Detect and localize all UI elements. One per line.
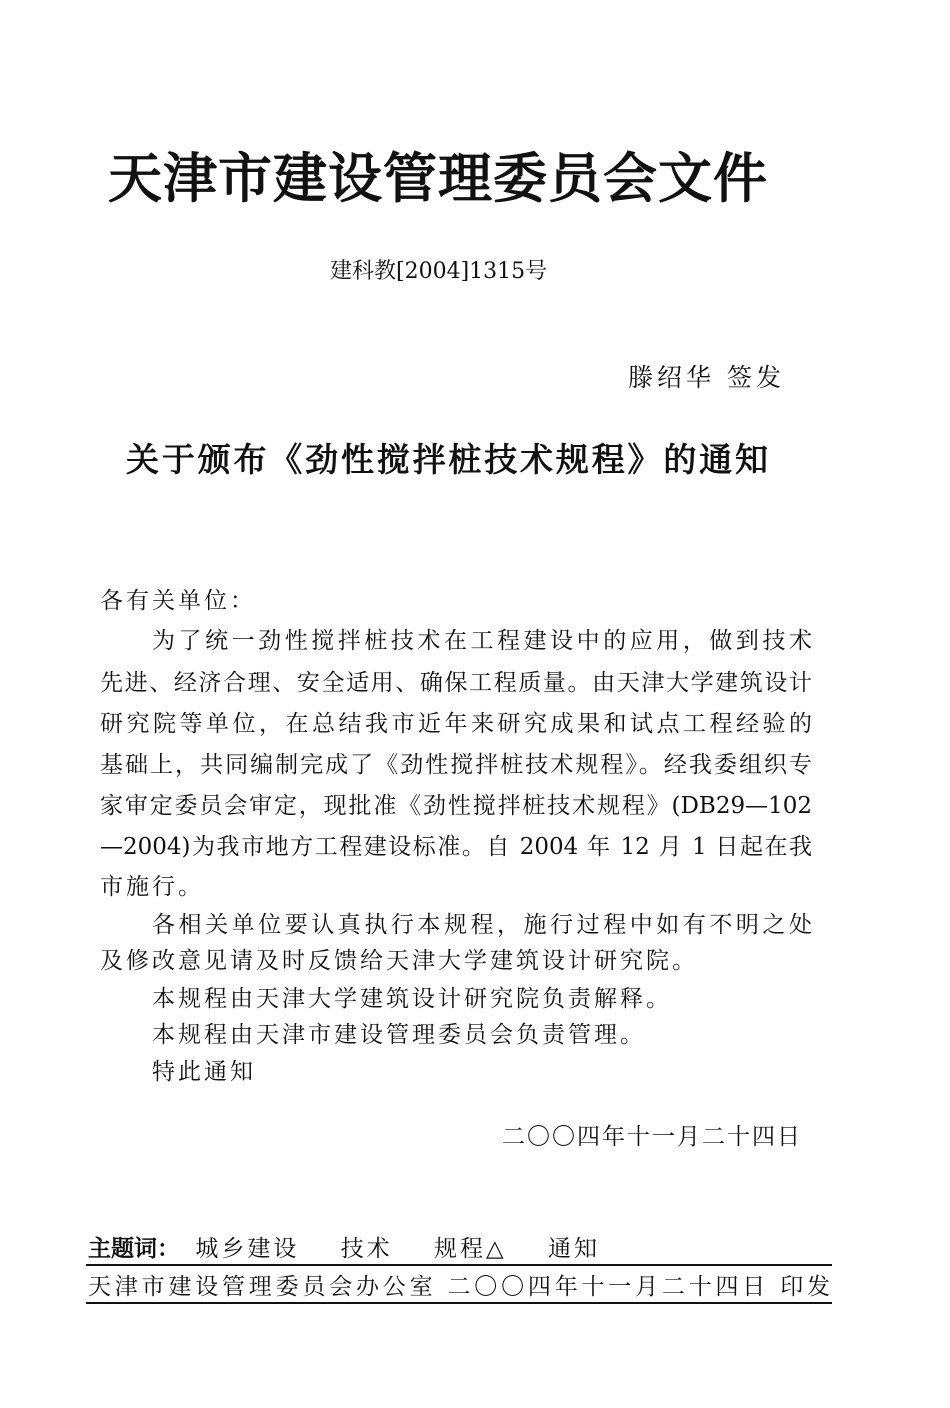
divider	[86, 1302, 832, 1304]
document-title: 天津市建设管理委员会文件	[108, 146, 768, 210]
keyword: 通知	[547, 1236, 600, 1262]
paragraph-line: 为了统一劲性搅拌桩技术在工程建设中的应用，做到技术	[152, 628, 812, 654]
keywords-label: 主题词：	[88, 1236, 180, 1262]
paragraph-line: 市施行。	[100, 874, 204, 900]
paragraph-line: 先进、经济合理、安全适用、确保工程质量。由天津大学建筑设计	[100, 670, 812, 696]
keywords-row	[88, 1230, 634, 1263]
paragraph-line: 各相关单位要认真执行本规程，施行过程中如有不明之处	[152, 912, 812, 938]
paragraph-management: 本规程由天津市建设管理委员会负责管理。	[152, 1022, 646, 1048]
salutation: 各有关单位：	[100, 588, 256, 614]
paragraph-interpretation: 本规程由天津大学建筑设计研究院负责解释。	[152, 986, 672, 1012]
paragraph-line: —2004)为我市地方工程建设标准。自 2004 年 12 月 1 日起在我	[100, 834, 812, 860]
keyword: 技术	[340, 1236, 393, 1262]
paragraph-line: 研究院等单位，在总结我市近年来研究成果和试点工程经验的	[100, 711, 812, 737]
keyword: 规程△	[433, 1236, 507, 1262]
paragraph-line: 基础上，共同编制完成了《劲性搅拌桩技术规程》。经我委组织专	[100, 752, 812, 778]
document-number: 建科教[2004]1315号	[330, 259, 548, 284]
closing: 特此通知	[152, 1059, 256, 1085]
notice-title: 关于颁布《劲性搅拌桩技术规程》的通知	[126, 440, 768, 479]
paragraph-line: 及修改意见请及时反馈给天津大学建筑设计研究院。	[100, 948, 698, 974]
paragraph-line: 家审定委员会审定，现批准《劲性搅拌桩技术规程》(DB29—102	[100, 793, 812, 819]
notice-date: 二〇〇四年十一月二十四日	[502, 1124, 802, 1150]
issuer-line: 天津市建设管理委员会办公室 二〇〇四年十一月二十四日 印发	[88, 1274, 830, 1300]
keyword: 城乡建设	[195, 1236, 300, 1262]
divider	[86, 1264, 832, 1266]
signer: 滕绍华 签发	[628, 363, 785, 392]
